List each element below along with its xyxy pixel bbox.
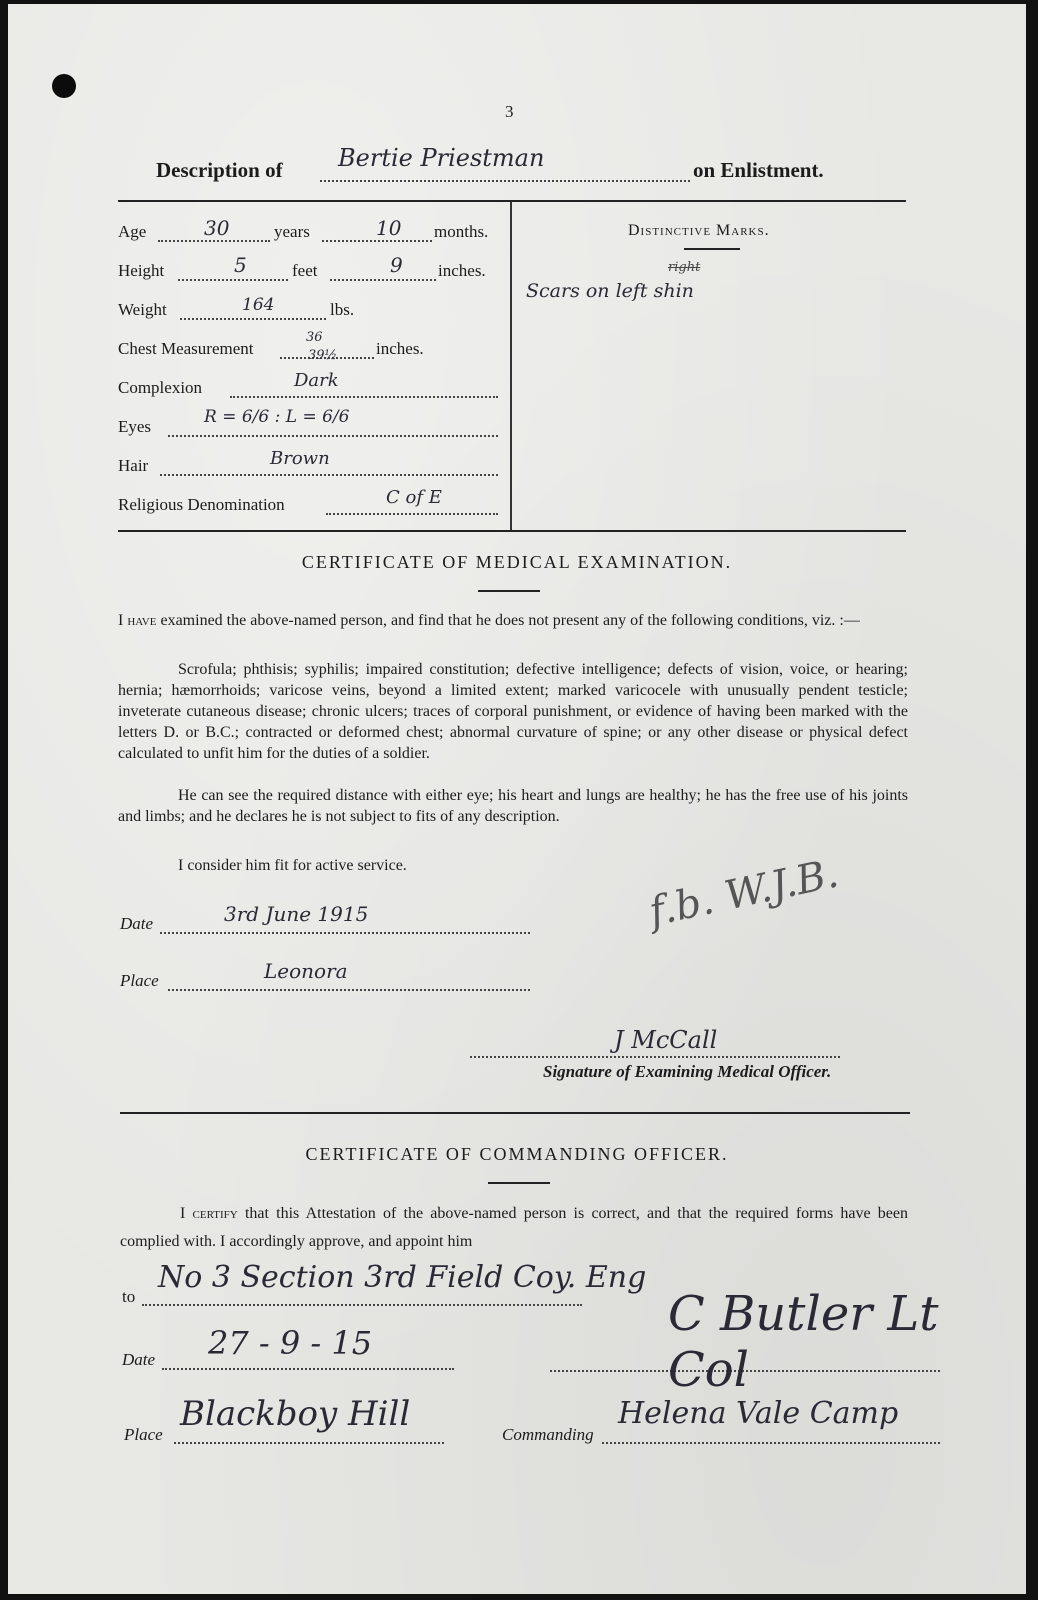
commanding-heading: CERTIFICATE OF COMMANDING OFFICER. (305, 1144, 729, 1164)
age-years-line (158, 240, 270, 242)
distinctive-marks-heading: Distinctive Marks. (628, 222, 770, 239)
chest-inches-label: inches. (376, 339, 424, 358)
complexion-label: Complexion (118, 378, 203, 397)
medical-para-1 (118, 610, 908, 631)
distinctive-marks-text: Scars on left shin (526, 280, 694, 302)
commanding-value: Helena Vale Camp (618, 1396, 899, 1431)
struck-word: right (668, 260, 701, 275)
commanding-label: Commanding (502, 1425, 594, 1444)
commanding-place-line (174, 1442, 444, 1444)
religion-line (326, 513, 498, 515)
medical-signature-caption: Signature of Examining Medical Officer. (543, 1062, 832, 1081)
medical-heading: CERTIFICATE OF MEDICAL EXAMINATION. (301, 552, 733, 572)
medical-heading-rule (478, 590, 540, 592)
page-number: 3 (505, 102, 514, 121)
description-bottom-rule (118, 530, 906, 532)
chest-value-top: 36 (306, 330, 323, 345)
weight-line (180, 318, 326, 320)
commanding-to-line (142, 1304, 582, 1306)
complexion-value: Dark (294, 370, 339, 391)
months-label: months. (434, 222, 489, 241)
commanding-unit-line (602, 1442, 940, 1444)
distinctive-marks-rule (684, 248, 740, 250)
commanding-para-lead: I certify (180, 1205, 238, 1222)
medical-para-2: Scrofula; phthisis; syphilis; impaired constitution; defective intelligence; defects of vision, voice, or hearing; hernia; hæmorrhoids; varicose veins, beyond a limited extent; marked varicocele with unusually pendent testicle; inveterate cutaneous disease; chronic ulcers; traces of corporal punishment, or evidence of having been marked with the letters D. or B.C.; contracted or deformed chest; abnormal curvature of spine; or any other disease or physical defect calculated to unfit him for the duties of a soldier. (118, 661, 908, 762)
officer-signature: C Butler Lt Col (668, 1286, 939, 1398)
complexion-line (230, 396, 498, 398)
header-suffix: on Enlistment. (693, 158, 824, 182)
weight-label: Weight (118, 300, 167, 319)
medical-signature-line (470, 1056, 840, 1058)
hair-value: Brown (270, 448, 330, 469)
chest-label: Chest Measurement (118, 339, 254, 358)
hair-label: Hair (118, 456, 149, 475)
height-inches: 9 (390, 253, 403, 277)
column-divider (510, 202, 512, 530)
religion-label: Religious Denomination (118, 495, 285, 514)
medical-para-4: I consider him fit for active service. (178, 857, 407, 874)
medical-place-line (168, 989, 530, 991)
commanding-para-text: that this Attestation of the above-named person is correct, and that the required forms have been complied with. I accordingly approve, and appoint him (120, 1205, 909, 1250)
medical-place-value: Leonora (264, 959, 348, 983)
commanding-place-value: Blackboy Hill (180, 1394, 411, 1434)
commanding-para (120, 1200, 908, 1256)
commanding-to-label: to (122, 1287, 136, 1306)
religion-value: C of E (386, 487, 442, 508)
height-label: Height (118, 261, 165, 280)
height-feet: 5 (234, 253, 247, 277)
height-inches-line (330, 279, 436, 281)
eyes-value: R = 6/6 : L = 6/6 (204, 407, 350, 427)
commanding-place-label: Place (124, 1425, 163, 1444)
age-months: 10 (376, 216, 402, 240)
recruit-name: Bertie Priestman (338, 144, 545, 172)
medical-place-label: Place (120, 971, 159, 990)
age-years: 30 (204, 216, 230, 240)
inches-label: inches. (438, 261, 486, 280)
years-label: years (274, 222, 310, 241)
header-prefix: Description of (156, 158, 283, 182)
header-rule (118, 200, 906, 202)
commanding-date-label: Date (122, 1350, 156, 1369)
chest-value-bottom: 39½ (308, 348, 338, 363)
medical-signature: J McCall (614, 1026, 718, 1054)
commanding-date-line (162, 1368, 454, 1370)
height-feet-line (178, 279, 288, 281)
eyes-line (168, 435, 498, 437)
header-name-line (320, 180, 690, 182)
commanding-heading-rule (488, 1182, 550, 1184)
hair-line (160, 474, 498, 476)
medical-date-label: Date (120, 914, 154, 933)
weight-value: 164 (242, 295, 275, 315)
medical-para-1-text: examined the above-named person, and find that he does not present any of the following conditions, viz. :— (160, 612, 860, 629)
medical-bottom-rule (120, 1112, 910, 1114)
age-months-line (322, 240, 432, 242)
medical-initials: f.b. W.J.B. (645, 850, 843, 936)
lbs-label: lbs. (330, 300, 355, 319)
feet-label: feet (292, 261, 318, 280)
commanding-date-value: 27 - 9 - 15 (208, 1324, 373, 1362)
age-label: Age (118, 222, 147, 241)
medical-date-line (160, 932, 530, 934)
medical-para-1-lead: I have (118, 612, 157, 629)
medical-para-3: He can see the required distance with either eye; his heart and lungs are healthy; he has the free use of his joints and limbs; and he declares he is not subject to fits of any description. (118, 787, 908, 825)
attestation-page (8, 4, 1026, 1594)
eyes-label: Eyes (118, 417, 152, 436)
commanding-to-value: No 3 Section 3rd Field Coy. Eng (158, 1260, 647, 1295)
medical-date-value: 3rd June 1915 (224, 902, 369, 926)
punch-hole (52, 74, 76, 98)
